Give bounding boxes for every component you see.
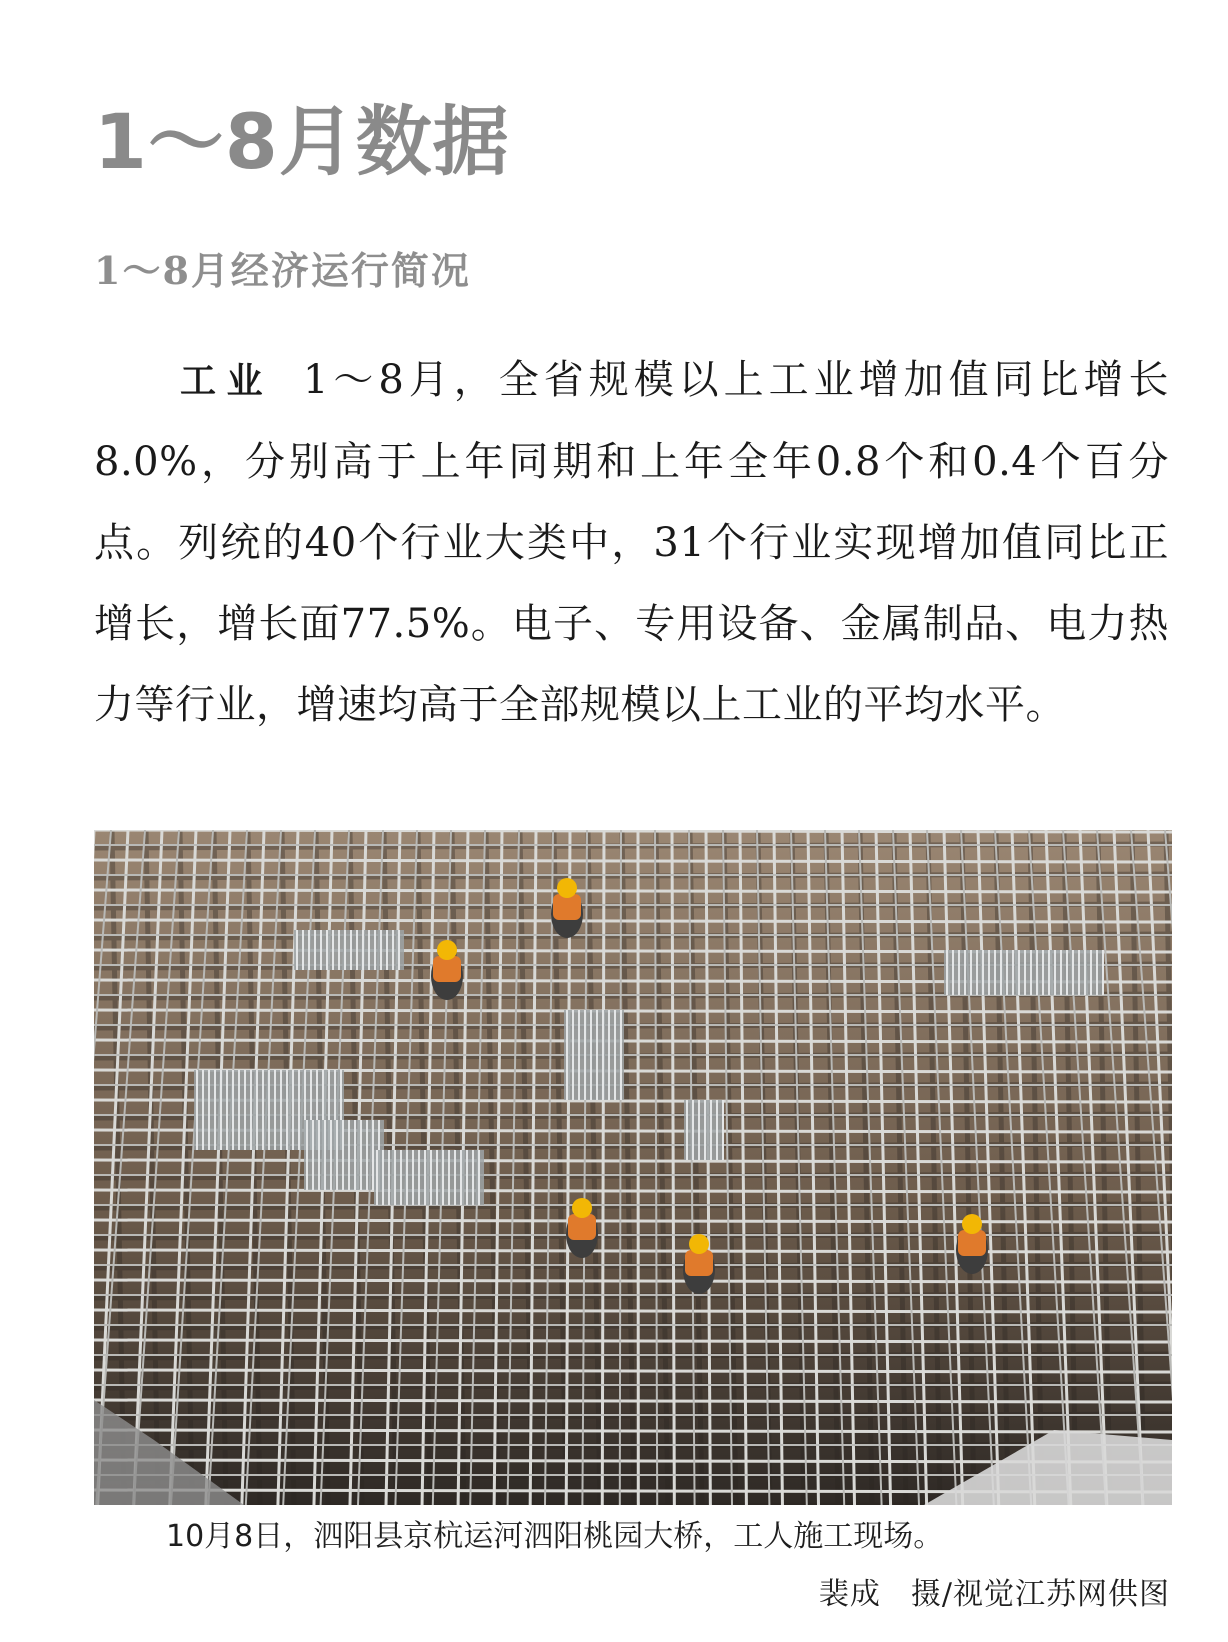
article-text: 1～8月，全省规模以上工业增加值同比增长8.0%，分别高于上年同期和上年全年0.8个和0.4个百分点。列统的40个行业大类中，31个行业实现增加值同比正增长，增长面77.5%。电子、专用设备、金属制品、电力热力等行业，增速均高于全部规模以上工业的平均水平。 [94, 357, 1169, 728]
article-lead: 工业 [180, 360, 273, 402]
photo-author: 裴成 [818, 1577, 881, 1612]
page-heading: 1～8月数据 [94, 97, 510, 186]
photo-source: 摄/视觉江苏网供图 [910, 1577, 1170, 1612]
article-body [94, 340, 1169, 746]
scaffolding-illustration [94, 830, 1172, 1505]
photo-scaffolding [94, 830, 1172, 1505]
photo-credit [818, 1577, 1170, 1612]
photo-caption: 10月8日，泗阳县京杭运河泗阳桃园大桥，工人施工现场。 [166, 1519, 944, 1554]
section-heading: 1～8月经济运行简况 [94, 248, 471, 293]
